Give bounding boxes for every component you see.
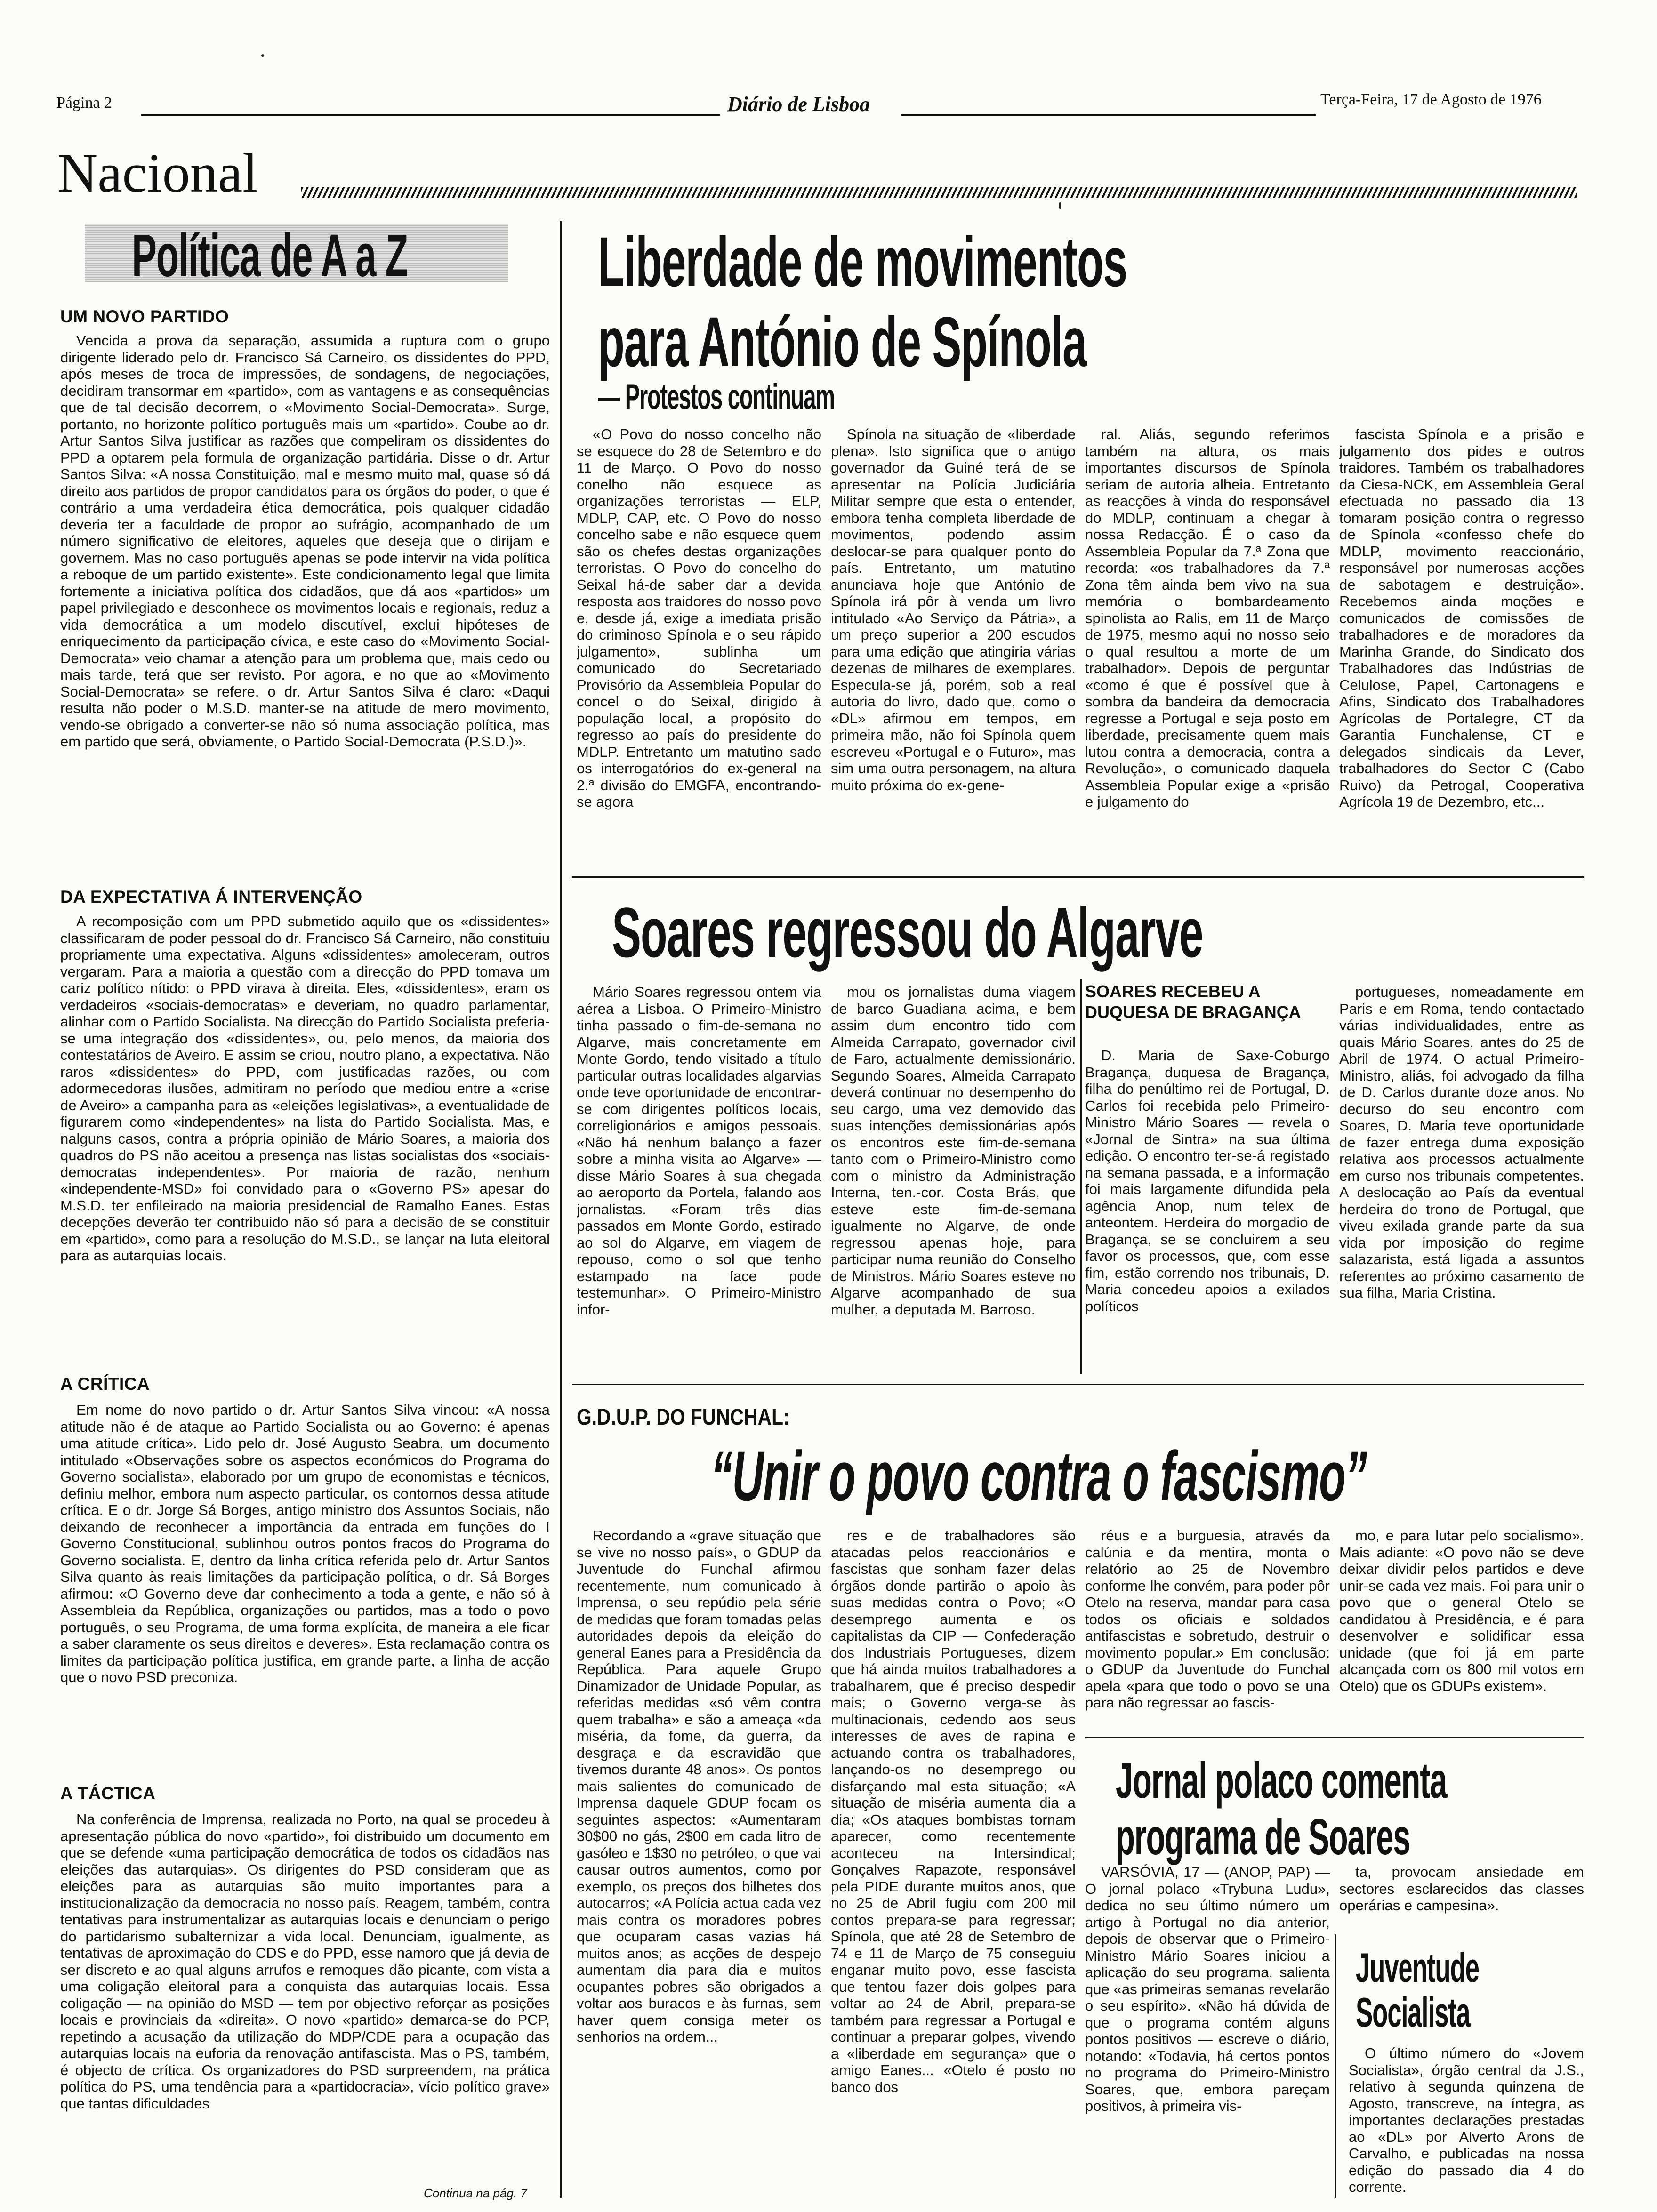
sidebar-head-1: UM NOVO PARTIDO	[60, 307, 229, 326]
sidebar-head-3: A CRÍTICA	[60, 1374, 150, 1394]
sidebar-text-1: Vencida a prova da separação, assumida a ruptura com o grupo dirigente liderado pelo dr. Francisco Sá Carneiro, os dissidentes do PPD, após meses de troca de impressões, de sondagens, de negociações, decidiram transormar em «partido», com as vantagens e as consequências que de tal decisão decorrem, o «Movimento Social-Democrata». Surge, portanto, no horizonte político português mais um «partido». Coube ao dr. Artur Santos Silva justificar as razões que compeliram os dissidentes do PPD a optarem pela formula de organização partidária. Disse o dr. Artur Santos Silva: «A nossa Constituição, mal e mesmo muito mal, quase só dá direito aos partidos de propor candidatos para os órgãos do poder, o que é contrário a uma verdadeira ética democrática, pois qualquer cidadão deveria ter a faculdade de propor ao sufrágio, acompanhado de um número significativo de eleitores, aqueles que deseja que o dirijam e governem. Mas no caso português apenas se pode intervir na vida política a reboque de um partido existente». Este condicionamento legal que limita fortemente a iniciativa política dos cidadãos, que dá aos «partidos» um papel privilegiado e desconhece os movimentos locais e regionais, reduz a vida democrática a um modelo discutível, exclui hipóteses de enriquecimento da participação cívica, e este caso do «Movimento Social-Democrata» veio chamar a atenção para um problema que, mais cedo ou mais tarde, terá que ser revisto. Por agora, e no que ao «Movimento Social-Democrata» se refere, o dr. Artur Santos Silva é claro: «Daqui resulta não poder o M.S.D. manter-se na atitude de mero movimento, vendo-se obrigado a converter-se não só numa associação política, mas em partido que será, obviamente, o Partido Social-Democrata (P.S.D.)».	[60, 332, 550, 750]
article5-headline-2: Socialista	[1356, 1989, 1470, 2036]
article1-subhead: — Protestos continuam	[598, 377, 835, 417]
sidebar-head-4: A TÁCTICA	[60, 1784, 156, 1803]
article4-col-1: VARSÓVIA, 17 — (ANOP, PAP) — O jornal polaco «Trybuna Ludu», dedica no seu último número um artigo à Portugal no dia anterior, depois de observar que o Primeiro-Ministro Mário Soares iniciou a aplicação do seu programa, salienta que «as primeiras semanas revelarão o seu espírito». «Não há dúvida de que o programa contém alguns pontos positivos — escreve o diário, notando: «Todavia, há certos pontos no programa do Primeiro-Ministro Soares, que, embora pareçam positivos, à primeira vis-	[1085, 1864, 1330, 2114]
page-number: Página 2	[56, 94, 113, 112]
article4-col-2: ta, provocam ansiedade em sectores esclarecidos das classes operárias e campesina».	[1339, 1864, 1584, 1914]
article1-col-3: ral. Aliás, segundo referimos também na altura, os mais importantes discursos de Spínola seriam de autoria alheia. Entretanto as reacções à vinda do responsável do MDLP, continuam a chegar à nossa Redacção. É o caso da Assembleia Popular da 7.ª Zona que recorda: «os trabalhadores da 7.ª Zona têm ainda bem vivo na sua memória o bombardeamento spinolista ao Ralis, em 11 de Março de 1975, mesmo aqui no nosso seio o qual resultou a morte de um trabalhador». Depois de perguntar «como é que é possível que à sombra da bandeira da democracia regresse a Portugal e seja posto em liberdade, precisamente quem mais lutou contra a democracia, contra a Revolução», o comunicado daquela Assembleia Popular exige a «prisão e julgamento do	[1085, 426, 1330, 810]
article1-col-1: «O Povo do nosso concelho não se esquece do 28 de Setembro e do 11 de Março. O Povo do nosso conelho não esquece as organizações terroristas — ELP, MDLP, CAP, etc. O Povo do nosso concelho sabe e não esquece quem são os chefes destas organizações terroristas. O Povo do concelho do Seixal há-de saber dar a devida resposta aos traidores do nosso povo e, desde já, exige a imediata prisão do criminoso Spínola e o seu rápido julgamento», sublinha um comunicado do Secretariado Provisório da Assembleia Popular do concel o do Seixal, dirigido à população local, a propósito do regresso ao país do presidente do MDLP. Entretanto um matutino sado os interrogatórios do ex-general na 2.ª divisão do EMGFA, encontrando-se agora	[577, 426, 821, 810]
article4-headline-2: programa de Soares	[1116, 1808, 1410, 1865]
article5-headline-1: Juventude	[1356, 1944, 1479, 1991]
issue-date: Terça-Feira, 17 de Agosto de 1976	[1320, 91, 1542, 108]
section-hatch-rule	[301, 187, 1577, 198]
article4-headline-1: Jornal polaco comenta	[1116, 1752, 1447, 1809]
masthead: Diário de Lisboa	[727, 93, 870, 116]
article1-col-4: fascista Spínola e a prisão e julgamento dos pides e outros traidores. Também os trabalhadores da Ciesa-NCK, em Assembleia Geral efectuada no passado dia 13 tomaram posição contra o regresso de Spínola «confesso chefe do MDLP, movimento reaccionário, responsável por numerosas acções de sabotagem e destruição». Recebemos ainda moções e comunicados de comissões de trabalhadores e de moradores da Marinha Grande, do Sindicato dos Trabalhadores das Indústrias de Celulose, Papel, Cartonagens e Afins, Sindicato dos Trabalhadores Agrícolas de Portalegre, CT da Garantia Funchalense, CT e delegados sindicais da Lever, trabalhadores do Sector C (Cabo Ruivo) da Petrogal, Cooperativa Agrícola 19 de Dezembro, etc...	[1339, 426, 1584, 810]
article2-col-1: Mário Soares regressou ontem via aérea a Lisboa. O Primeiro-Ministro tinha passado o fim-de-semana no Algarve, mais concretamente em Monte Gordo, tendo visitado a título particular outras localidades algarvias onde teve oportunidade de encontrar-se com dirigentes políticos locais, correligionários e amigos pessoais. «Não há nenhum balanço a fazer sobre a minha visita ao Algarve» — disse Mário Soares à sua chegada ao aeroporto da Portela, falando aos jornalistas. «Foram três dias passados em Monte Gordo, estirado ao sol do Algarve, em viagem de repouso, como o sol que tenho estampado na face pode testemunhar». O Primeiro-Ministro infor-	[577, 984, 821, 1318]
print-speck	[1059, 202, 1061, 209]
article1-col-2: Spínola na situação de «liberdade plena». Isto significa que o antigo governador da Guiné terá de se apresentar na Polícia Judiciária Militar sempre que esta o entender, embora tenha completa liberdade de movimentos, podendo assim deslocar-se para qualquer ponto do país. Entretanto, um matutino anunciava hoje que António de Spínola irá pôr à venda um livro intitulado «Ao Serviço da Pátria», a um preço superior a 200 escudos para uma edição que atingiria várias dezenas de milhares de exemplares. Especula-se já, porém, sob a real autoria do livro, dado que, como o «DL» afirmou em tempos, em primeira mão, não foi Spínola quem escreveu «Portugal e o Futuro», mas sim uma outra personagem, na altura muito próxima do ex-gene-	[831, 426, 1076, 793]
article3-kicker: G.D.U.P. DO FUNCHAL:	[577, 1405, 790, 1430]
article1-headline-1: Liberdade de movimentos	[598, 222, 1127, 301]
column-divider	[560, 221, 562, 2198]
article3-col-2: res e de trabalhadores são atacadas pelos reaccionários e fascistas que sonham fazer delas órgãos donde partirão o apoio às suas medidas contra o Povo; «O desemprego aumenta e os capitalistas da CIP — Confederação dos Industriais Portugueses, dizem que há ainda muitos trabalhadores a trabalharem, que é preciso despedir mais; o Governo verga-se às multinacionais, cedendo aos seus interesses de aves de rapina e actuando contra os trabalhadores, lançando-os no desemprego ou disfarçando mal esta situação; «A situação de miséria aumenta dia a dia; «Os ataques bombistas tornam aparecer, como recentemente aconteceu na Intersindical; Gonçalves Rapazote, responsável pela PIDE durante muitos anos, que no 25 de Abril fugiu com 200 mil contos prepara-se para regressar; Spínola, que até 28 de Setembro de 74 e 11 de Março de 75 conseguiu enganar muito povo, esse fascista que tentou fazer dois golpes para voltar ao 24 de Abril, prepara-se também para regressar a Portugal e continuar a preparar golpes, vivendo a «liberdade em segurança» que o amigo Eanes... «Otelo é posto no banco dos	[831, 1527, 1076, 2095]
continued-note: Continua na pág. 7	[424, 2186, 527, 2200]
header-rule-right	[901, 114, 1316, 116]
article1-headline-2: para António de Spínola	[598, 302, 1086, 381]
sidebar-text-4: Na conferência de Imprensa, realizada no Porto, na qual se procedeu à apresentação pública do novo «partido», foi distribuido um documento em que se defende «uma participação democrática de todos os cidadãos nas eleições das autarquias». Os dirigentes do PSD consideram que as eleições para as autarquias são muito importantes para a institucionalização da democracia no nosso país. Reagem, também, contra tentativas para instrumentalizar as autarquias locais e denunciam o perigo do partidarismo subalternizar a vida local. Denunciam, igualmente, as tentativas de aproximação do CDS e do PPD, esse namoro que já devia de ser discreto e ao qual alguns arrufos e remoques dão picante, com vista a uma coligação eleitoral para a conquista das autarquias locais. Essa coligação — na opinião do MSD — tem por objectivo reforçar as posições locais e provinciais da «direita». O novo «partido» demarca-se do PCP, repetindo a acusação da utilização do MDP/CDE para a ocupação das autarquias locais na euforia da renovação antifascista. Mas o PS, também, é objecto de crítica. Os organizadores do PSD surpreendem, na prática política do PS, uma tendência para a «partidocracia», vício político grave» que tantas dificuldades	[60, 1811, 550, 2112]
header-rule-left	[141, 114, 720, 116]
article1-bottom-rule	[572, 876, 1584, 878]
sidebar-title: Política de A a Z	[132, 222, 408, 289]
article3-headline: “Unir o povo contra o fascismo”	[711, 1436, 1367, 1515]
article3-col-3: réus e a burguesia, através da calúnia e da mentira, monta o relatório ao 25 de Novembro conforme lhe convém, para poder pôr Otelo na reserva, mandar para casa todos os oficiais e soldados antifascistas e sobretudo, destruir o movimento popular.» Em conclusão: o GDUP da Juventude do Funchal apela «para que todo o povo se una para não regressar ao fascis-	[1085, 1527, 1330, 1711]
sidebar-head-2: DA EXPECTATIVA Á INTERVENÇÃO	[60, 887, 362, 906]
article2-headline: Soares regressou do Algarve	[612, 893, 1203, 972]
duchess-box-head: SOARES RECEBEU A DUQUESA DE BRAGANÇA	[1085, 982, 1301, 1022]
article5-divider	[1335, 1934, 1336, 2198]
article4-top-rule	[1085, 1737, 1584, 1738]
sidebar-text-2: A recomposição com um PPD submetido aquilo que os «dissidentes» classificaram de poder pessoal do dr. Francisco Sá Carneiro, não constituiu propriamente uma expectativa. Alguns «dissidentes» amoleceram, outros vergaram. Para a maioria a questão com a direcção do PPD tomava um cariz político nítido: o PPD virava à direita. Eles, «dissidentes», eram os verdadeiros «sociais-democratas» e deveriam, no quadro parlamentar, alinhar com o Partido Socialista. Na direcção do Partido Socialista preferia-se uma integração dos «dissidentes», ou, pelo menos, da maioria dos contestatários de Aveiro. E assim se criou, noutro plano, a expectativa. Não raros «dissidentes» do PPD, com justificadas razões, ou com adormecedoras ilusões, admitiram no período que mediou entre a «crise de Aveiro» a campanha para as «eleições legislativas», a eventualidade de figurarem como «independentes» na lista do Partido Socialista. Mas, e nalguns casos, contra a própria opinião de Mário Soares, a maioria dos quadros do PS não aceitou a presença nas listas socialistas dos «sociais-democratas independentes». Por maioria de razão, nenhum «independente-MSD» foi convidado para o «Governo PS» apesar do M.S.D. ter enfileirado na maioria presidencial de Ramalho Eanes. Estas decepções deverão ter contribuido não só para a decisão de se constituir em «partido», como para a resolução do M.S.D., se lançar na luta eleitoral para as autarquias locais.	[60, 913, 550, 1264]
sidebar-text-3: Em nome do novo partido o dr. Artur Santos Silva vincou: «A nossa atitude não é de ataque ao Partido Socialista ou ao Governo: é apenas uma atitude crítica». Lido pelo dr. José Augusto Seabra, um documento intitulado «Observações sobre os aspectos económicos do Programa do Governo socialista», elaborado por um grupo de economistas e técnicos, definiu melhor, embora num aspecto particular, os contornos dessa atitude crítica. E o dr. Jorge Sá Borges, antigo ministro dos Assuntos Sociais, não deixando de reconhecer a importância da entrada em funções do I Governo Constitucional, sublinhou outros pontos fracos do Programa do Governo socialista. E, dentro da linha crítica referida pelo dr. Artur Santos Silva quanto às reais limitações da participação política, o dr. Sá Borges afirmou: «O Governo deve dar conhecimento a toda a gente, e não só à Assembleia da República, organizações ou partidos, mas a todo o povo português, o seu Programa, de uma forma explícita, de maneira a ele ficar a saber claramente os seus direitos e deveres». Esta reclamação contra os limites da participação política justifica, em grande parte, a linha de acção que o novo PSD preconiza.	[60, 1402, 550, 1685]
article3-col-4: mo, e para lutar pelo socialismo». Mais adiante: «O povo não se deve deixar dividir pelos partidos e deve unir-se cada vez mais. Foi para unir o povo que o general Otelo se candidatou à Presidência, e é para desenvolver e solidificar essa unidade (que foi já em parte alcançada com os 800 mil votos em Otelo) que os GDUPs existem».	[1339, 1527, 1584, 1694]
box-divider	[1080, 979, 1082, 1374]
duchess-col-1: D. Maria de Saxe-Coburgo Bragança, duquesa de Bragança, filha do penúltimo rei de Portugal, D. Carlos foi recebida pelo Primeiro-Ministro Mário Soares — revela o «Jornal de Sintra» na sua última edição. O encontro ter-se-á registado na semana passada, e a informação foi mais largamente difundida pela agência Anop, num telex de anteontem. Herdeira do morgadio de Bragança, se se concluirem a seu favor os processos, que, com esse fim, estão correndo nos tribunais, D. Maria concedeu apoios a exilados políticos	[1085, 1047, 1330, 1314]
section-title: Nacional	[57, 142, 258, 204]
print-speck	[261, 54, 264, 57]
article2-bottom-rule	[572, 1384, 1584, 1385]
article3-col-1: Recordando a «grave situação que se vive no nosso país», o GDUP da Juventude do Funchal afirmou recentemente, num comunicado à Imprensa, o seu repúdio pela série de medidas que foram tomadas pelas autoridades depois da eleição do general Eanes para a Presidência da República. Para aquele Grupo Dinamizador de Unidade Popular, as referidas medidas «só vêm contra quem trabalha» e são a ameaça «da miséria, da fome, da guerra, da desgraça e da escravidão que tivemos durante 48 anos». Os pontos mais salientes do comunicado de Imprensa daquele GDUP focam os seguintes aspectos: «Aumentaram 30$00 no gás, 2$00 em cada litro de gasóleo e 1$30 no petróleo, o que vai causar outros aumentos, como por exemplo, os preços dos bilhetes dos autocarros; «A Polícia actua cada vez mais contra os moradores pobres que ocuparam casas vazias há muitos anos; as acções de despejo aumentam dia para dia e muitos ocupantes pobres são obrigados a voltar aos buracos e às furnas, sem haver quem consiga meter os senhorios na ordem...	[577, 1527, 821, 2045]
article5-text: O último número do «Jovem Socialista», órgão central da J.S., relativo à segunda quinzena de Agosto, transcreve, na íntegra, as importantes declarações prestadas ao «DL» por Alverto Arons de Carvalho, e publicadas na nossa edição do passado dia 4 do corrente.	[1349, 2045, 1584, 2195]
duchess-col-2: portugueses, nomeadamente em Paris e em Roma, tendo contactado várias individualidades, entre as quais Mário Soares, antes do 25 de Abril de 1974. O actual Primeiro-Ministro, aliás, foi advogado da filha de D. Carlos durante doze anos. No decurso do seu encontro com Soares, D. Maria teve oportunidade de fazer entrega duma exposição relativa aos processos actualmente em curso nos tribunais competentes. A deslocação ao País da eventual herdeira do trono de Portugal, que viveu exilada grande parte da sua vida por imposição do regime salazarista, está ligada a assuntos referentes ao próximo casamento de sua filha, Maria Cristina.	[1339, 984, 1584, 1301]
article2-col-2: mou os jornalistas duma viagem de barco Guadiana acima, e bem assim dum encontro tido com Almeida Carrapato, governador civil de Faro, actualmente demissionário. Segundo Soares, Almeida Carrapato deverá continuar no desempenho do seu cargo, uma vez demovido das suas intenções demissionárias após os encontros este fim-de-semana tanto com o Primeiro-Ministro como com o ministro da Administração Interna, ten.-cor. Costa Brás, que esteve este fim-de-semana igualmente no Algarve, de onde regressou apenas hoje, para participar numa reunião do Conselho de Ministros. Mário Soares esteve no Algarve acompanhado de sua mulher, a deputada M. Barroso.	[831, 984, 1076, 1318]
